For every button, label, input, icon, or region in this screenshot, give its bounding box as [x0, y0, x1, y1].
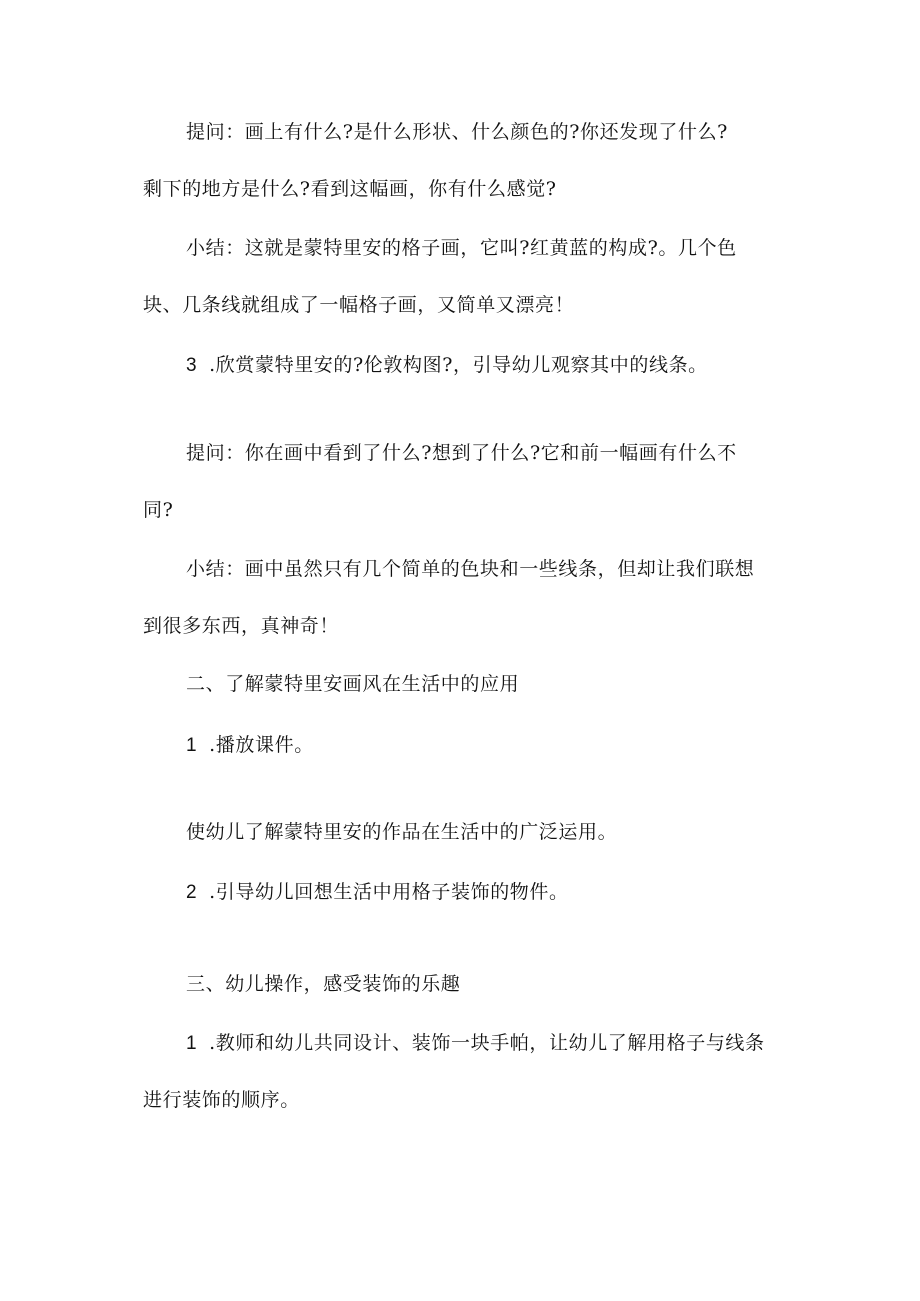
step-text: .教师和幼儿共同设计、装饰一块手帕，让幼儿了解用格子与线条	[209, 1032, 765, 1054]
step-number: 1	[186, 1033, 198, 1054]
summary-2-line-1: 小结：画中虽然只有几个简单的色块和一些线条，但却让我们联想	[186, 558, 755, 580]
question-1-line-2: 剩下的地方是什么?看到这幅画，你有什么感觉?	[143, 178, 557, 200]
question-1-line-1: 提问：画上有什么?是什么形状、什么颜色的?你还发现了什么?	[186, 121, 728, 143]
section-3-step-1-line-2: 进行装饰的顺序。	[143, 1089, 300, 1111]
summary-1-line-1: 小结：这就是蒙特里安的格子画，它叫?红黄蓝的构成?。几个色	[186, 237, 737, 259]
step-number: 2	[186, 882, 198, 903]
question-2-line-2: 同?	[143, 499, 174, 521]
section-2-step-2	[186, 880, 569, 905]
section-2-description: 使幼儿了解蒙特里安的作品在生活中的广泛运用。	[186, 821, 618, 843]
section-3-step-1-line-1	[186, 1031, 765, 1056]
step-number: 1	[186, 735, 198, 756]
step-3-line	[186, 353, 708, 378]
summary-2-line-2: 到很多东西，真神奇！	[143, 615, 340, 637]
summary-1-line-2: 块、几条线就组成了一幅格子画，又简单又漂亮！	[143, 294, 575, 316]
section-2-step-1	[186, 733, 314, 758]
step-text: .欣赏蒙特里安的?伦敦构图?，引导幼儿观察其中的线条。	[209, 354, 708, 376]
step-text: .播放课件。	[209, 734, 314, 756]
question-2-line-1: 提问：你在画中看到了什么?想到了什么?它和前一幅画有什么不	[186, 442, 737, 464]
step-number: 3	[186, 355, 198, 376]
step-text: .引导幼儿回想生活中用格子装饰的物件。	[209, 881, 569, 903]
section-2-heading: 二、了解蒙特里安画风在生活中的应用	[186, 673, 520, 695]
section-3-heading: 三、幼儿操作，感受装饰的乐趣	[186, 973, 461, 995]
